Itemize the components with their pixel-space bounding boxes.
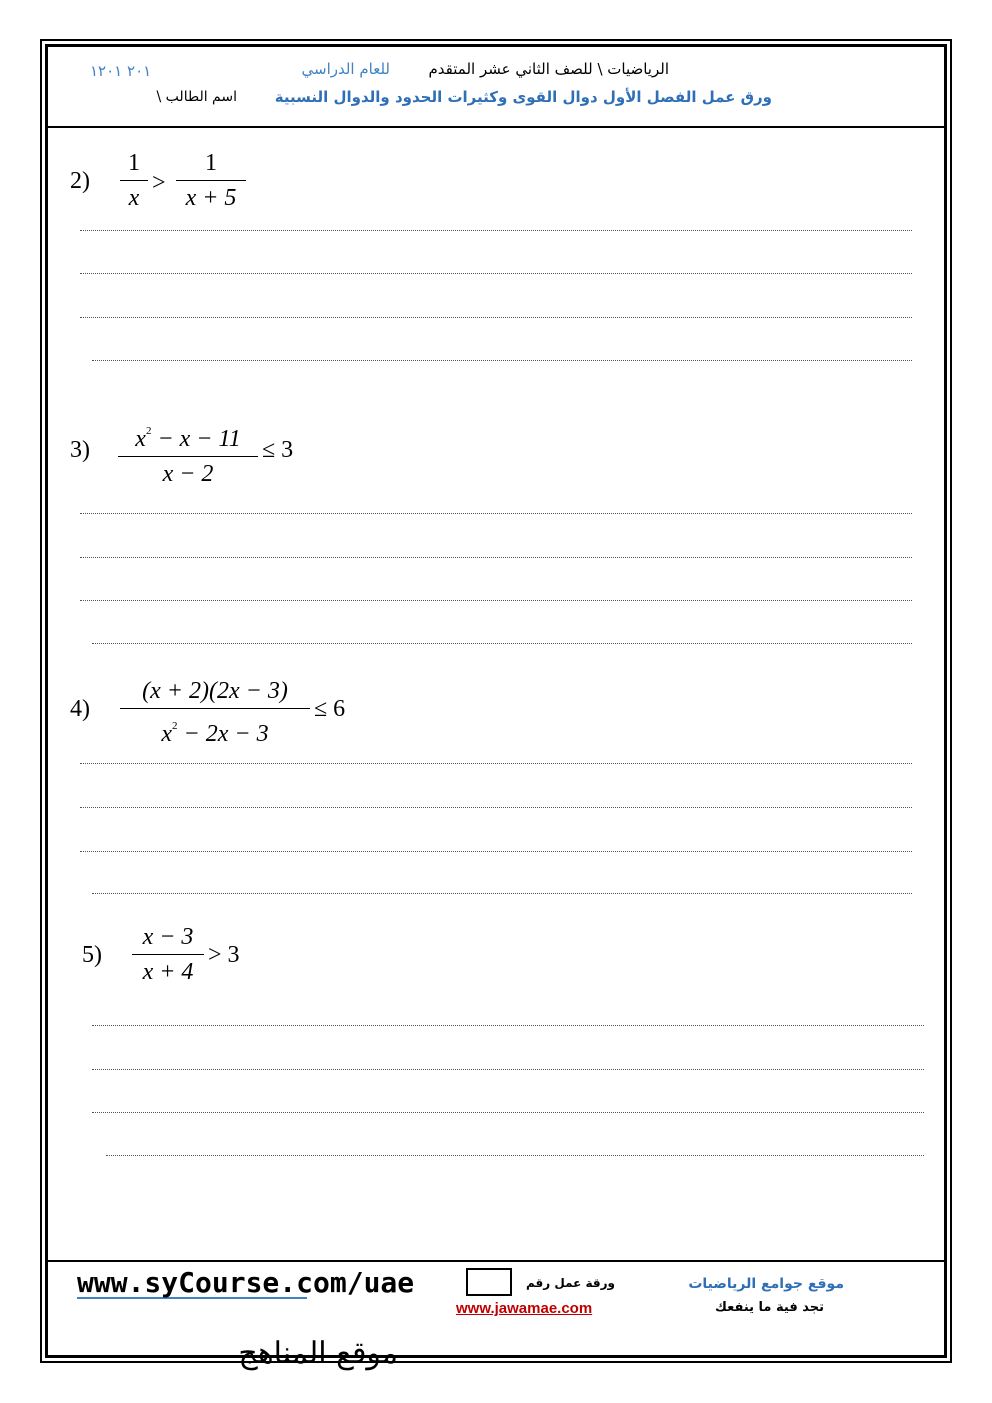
- numerator: 1: [205, 150, 217, 176]
- sheet-number-box: [466, 1268, 512, 1296]
- answer-line[interactable]: [80, 851, 912, 852]
- problem-4-fraction: [120, 676, 310, 749]
- answer-line[interactable]: [80, 600, 912, 601]
- problem-number: 4): [70, 696, 90, 722]
- denominator: x + 5: [185, 185, 237, 211]
- answer-line[interactable]: [92, 360, 912, 361]
- numerator: 1: [128, 150, 140, 176]
- denominator: x: [128, 185, 140, 211]
- answer-line[interactable]: [92, 643, 912, 644]
- relation: ≤ 6: [314, 696, 346, 722]
- answer-line[interactable]: [80, 763, 912, 764]
- tagline: تجد فية ما ينفعك: [715, 1300, 824, 1315]
- year-value: ٢٠١ ١٢٠١: [90, 62, 152, 80]
- answer-line[interactable]: [80, 317, 912, 318]
- answer-line[interactable]: [92, 1112, 924, 1113]
- answer-line[interactable]: [80, 513, 912, 514]
- denominator: x + 4: [142, 959, 194, 985]
- answer-line[interactable]: [80, 230, 912, 231]
- answer-line[interactable]: [80, 273, 912, 274]
- year-label: للعام الدراسي: [301, 60, 390, 78]
- numerator: x − 3: [142, 924, 194, 950]
- relation: ≤ 3: [262, 437, 294, 463]
- worksheet-title: ورق عمل الفصل الأول دوال القوى وكثيرات الحدود والدوال النسبية: [274, 88, 772, 106]
- problem-number: 3): [70, 437, 90, 463]
- relation: > 3: [208, 942, 240, 968]
- denominator: $x^2 - 2x - 3$: [161, 720, 269, 747]
- answer-line[interactable]: [92, 1025, 924, 1026]
- header-divider: [45, 126, 947, 128]
- numerator: $x^2 - x - 11$: [135, 425, 241, 452]
- answer-line[interactable]: [92, 893, 912, 894]
- problem-number: 5): [82, 942, 102, 968]
- subject-label: الرياضيات \ للصف الثاني عشر المتقدم: [428, 60, 669, 78]
- jawamae-link[interactable]: www.jawamae.com: [456, 1300, 593, 1317]
- footer-divider: [45, 1260, 947, 1262]
- problem-number: 2): [70, 168, 90, 194]
- problem-2-lhs-fraction: [120, 148, 148, 213]
- answer-line[interactable]: [106, 1155, 924, 1156]
- numerator: (x + 2)(2x − 3): [142, 678, 288, 704]
- answer-line[interactable]: [92, 1069, 924, 1070]
- relation: >: [152, 170, 166, 196]
- watermark-site[interactable]: www.syCourse.com/uae: [77, 1266, 415, 1299]
- problem-2-rhs-fraction: [176, 148, 246, 213]
- problem-3-fraction: [118, 416, 258, 489]
- denominator: x − 2: [162, 461, 214, 487]
- sheet-number-label: ورقة عمل رقم: [526, 1276, 615, 1290]
- manahej-watermark: موقع المناهج: [238, 1336, 398, 1371]
- site-name: موقع جوامع الرياضيات: [688, 1276, 844, 1292]
- problem-5-fraction: [132, 922, 204, 987]
- answer-line[interactable]: [80, 807, 912, 808]
- student-name-label: اسم الطالب \: [156, 89, 237, 105]
- answer-line[interactable]: [80, 557, 912, 558]
